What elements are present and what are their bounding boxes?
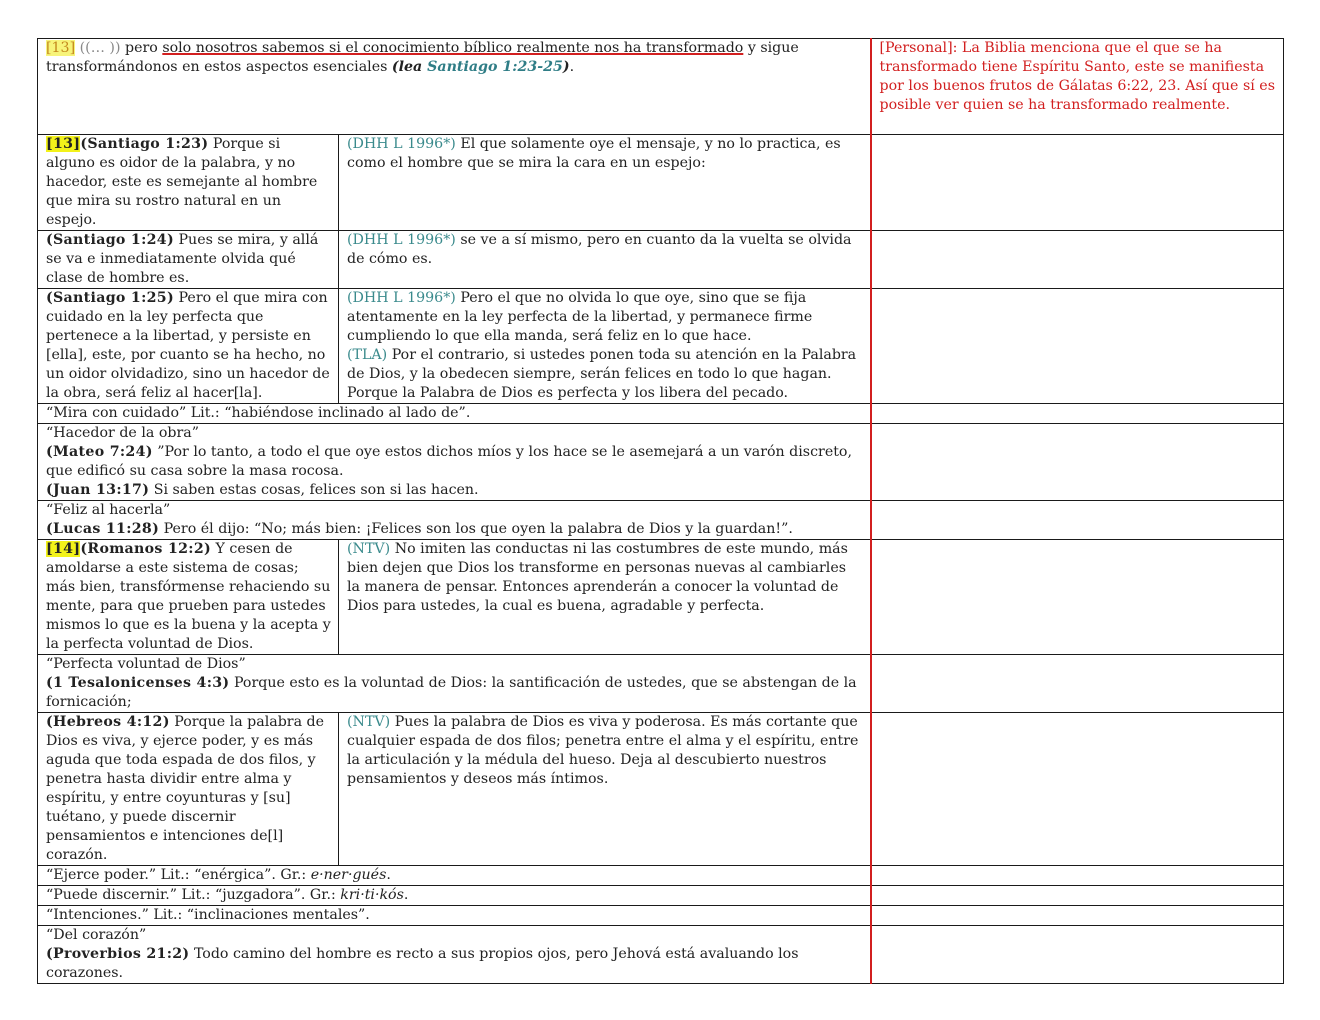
verse-reference: (Lucas 11:28) — [46, 521, 160, 537]
verse-text: Y cesen de amoldarse a este sistema de cosas; más bien, transfórmense rehaciendo su mente, para que prueben para ustedes mismos lo que es la buena y la acepta y la perfecta voluntad de Dios. — [46, 541, 331, 652]
notes-cell — [871, 501, 1284, 540]
notes-cell — [871, 713, 1284, 866]
cross-reference-row — [38, 501, 1284, 540]
version-text: Pues la palabra de Dios es viva y poderosa. Es más cortante que cualquier espada de dos filos; penetra entre el alma y el espíritu, entre la articulación y la médula del hueso. Deja al descubierto nuestros pensamientos y deseos más íntimos. — [347, 714, 859, 787]
phrase-heading: “Hacedor de la obra” — [46, 425, 199, 441]
verse-cell — [38, 289, 339, 404]
version-text: se ve a sí mismo, pero en cuanto da la vuelta se olvida de cómo es. — [347, 232, 852, 267]
version-cell — [339, 713, 871, 866]
cross-reference-row — [38, 926, 1284, 984]
verse-cell — [38, 540, 339, 655]
phrase-heading: “Del corazón” — [46, 927, 147, 943]
notes-cell — [871, 906, 1284, 926]
notes-cell — [871, 655, 1284, 713]
version-cell — [339, 135, 871, 231]
verse-cell — [38, 135, 339, 231]
verse-reference: (Santiago 1:25) — [46, 290, 174, 306]
study-table — [37, 38, 1284, 984]
version-label: (NTV) — [347, 541, 391, 557]
notes-cell — [871, 540, 1284, 655]
verse-cell — [38, 713, 339, 866]
verse-reference: (Proverbios 21:2) — [46, 946, 190, 962]
notes-cell — [871, 289, 1284, 404]
verse-reference: (Hebreos 4:12) — [46, 714, 170, 730]
note-row — [38, 866, 1284, 886]
cross-reference-row — [38, 655, 1284, 713]
phrase-heading: “Feliz al hacerla” — [46, 502, 171, 518]
verse-text: Todo camino del hombre es recto a sus propios ojos, pero Jehová está avaluando los corazones. — [46, 946, 799, 981]
footnote: “Intenciones.” Lit.: “inclinaciones mentales”. — [38, 906, 871, 926]
phrase-heading: “Perfecta voluntad de Dios” — [46, 656, 246, 672]
notes-cell — [871, 926, 1284, 984]
cross-reference-cell — [38, 501, 871, 540]
version-cell — [339, 289, 871, 404]
note-row — [38, 404, 1284, 424]
verse-text: Pero él dijo: “No; más bien: ¡Felices son los que oyen la palabra de Dios y la guardan!”. — [159, 521, 793, 537]
version-cell — [339, 231, 871, 289]
verse-reference: (Santiago 1:23) — [80, 136, 209, 152]
verse-reference: (Santiago 1:24) — [46, 232, 174, 248]
footnote: “Mira con cuidado” Lit.: “habiéndose inclinado al lado de”. — [38, 404, 871, 424]
notes-cell — [871, 135, 1284, 231]
verse-row — [38, 713, 1284, 866]
version-text: Por el contrario, si ustedes ponen toda su atención en la Palabra de Dios, y la obedecen siempre, serán felices en todo lo que hagan. Porque la Palabra de Dios es perfecta y los libera del pecado. — [347, 347, 857, 401]
notes-cell — [871, 404, 1284, 424]
version-label: (TLA) — [347, 347, 388, 363]
version-label: (DHH L 1996*) — [347, 136, 456, 152]
cross-reference-cell — [38, 926, 871, 984]
omission-mark: ((… )) — [79, 40, 121, 56]
verse-reference: (Juan 13:17) — [46, 482, 150, 498]
note-row — [38, 906, 1284, 926]
version-label: (DHH L 1996*) — [347, 232, 456, 248]
verse-text: Porque si alguno es oidor de la palabra, y no hacedor, este es semejante al hombre que mira su rostro natural en un espejo. — [46, 136, 318, 228]
paragraph-tag: [14] — [46, 541, 81, 557]
version-cell — [339, 540, 871, 655]
verse-text: Pero el que mira con cuidado en la ley perfecta que pertenece a la libertad, y persiste en [ella], este, por cuanto se ha hecho, no un oidor olvidadizo, sino un hacedor de la obra, será feliz al hacer[la]. — [46, 290, 330, 401]
paragraph-tag: [13] — [46, 136, 81, 152]
version-text: No imiten las conductas ni las costumbres de este mundo, más bien dejen que Dios los transforme en personas nuevas al cambiarles la manera de pensar. Entonces aprenderán a conocer la voluntad de Dios para ustedes, la cual es buena, agradable y perfecta. — [347, 541, 848, 614]
verse-text: ”Por lo tanto, a todo el que oye estos dichos míos y los hace se le asemejará a un varón discreto, que edificó su casa sobre la masa rocosa. — [46, 444, 852, 479]
verse-row — [38, 540, 1284, 655]
notes-cell — [871, 231, 1284, 289]
version-label: (NTV) — [347, 714, 391, 730]
note-row — [38, 886, 1284, 906]
verse-text: Si saben estas cosas, felices son si las hacen. — [149, 482, 479, 498]
verse-reference: (Romanos 12:2) — [80, 541, 212, 557]
personal-note: [Personal]: La Biblia menciona que el que se ha transformado tiene Espíritu Santo, este se manifiesta por los buenos frutos de Gálatas 6:22, 23. Así que sí es posible ver quien se ha transformado realmente. — [871, 39, 1284, 135]
cross-reference-row — [38, 424, 1284, 501]
intro-row — [38, 39, 1284, 135]
version-text: El que solamente oye el mensaje, y no lo practica, es como el hombre que se mira la cara en un espejo: — [347, 136, 841, 171]
verse-text: Pues se mira, y allá se va e inmediatamente olvida qué clase de hombre es. — [46, 232, 319, 286]
cross-reference-cell — [38, 655, 871, 713]
paragraph-tag: [13] — [46, 40, 76, 56]
notes-cell — [871, 886, 1284, 906]
underlined-statement: solo nosotros sabemos si el conocimiento bíblico realmente nos ha transformado — [162, 40, 744, 56]
verse-cell — [38, 231, 339, 289]
footnote: “Puede discernir.” Lit.: “juzgadora”. Gr.: kri·ti·kós. — [38, 886, 871, 906]
version-label: (DHH L 1996*) — [347, 290, 456, 306]
intro-cell: [13] ((… )) pero solo nosotros sabemos si el conocimiento bíblico realmente nos ha transformado y sigue transformándonos en estos aspectos esenciales (lea Santiago 1:23-25). — [38, 39, 871, 135]
cross-reference-cell — [38, 424, 871, 501]
verse-reference: (Mateo 7:24) — [46, 444, 153, 460]
notes-cell — [871, 866, 1284, 886]
verse-row — [38, 289, 1284, 404]
verse-reference: (1 Tesalonicenses 4:3) — [46, 675, 230, 691]
version-text: Pero el que no olvida lo que oye, sino que se fija atentamente en la ley perfecta de la libertad, y permanece firme cumpliendo lo que ella manda, será feliz en lo que hace. — [347, 290, 813, 344]
verse-text: Porque esto es la voluntad de Dios: la santificación de ustedes, que se abstengan de la fornicación; — [46, 675, 857, 710]
footnote: “Ejerce poder.” Lit.: “enérgica”. Gr.: e·ner·gués. — [38, 866, 871, 886]
lea-reference: (lea Santiago 1:23-25) — [391, 59, 570, 75]
verse-text: Porque la palabra de Dios es viva, y ejerce poder, y es más aguda que toda espada de dos filos, y penetra hasta dividir entre alma y espíritu, y entre coyunturas y [su] tuétano, y puede discernir pensamientos e intenciones de[l] corazón. — [46, 714, 325, 863]
verse-row — [38, 231, 1284, 289]
notes-cell — [871, 424, 1284, 501]
study-table-page — [37, 38, 1283, 981]
verse-row — [38, 135, 1284, 231]
